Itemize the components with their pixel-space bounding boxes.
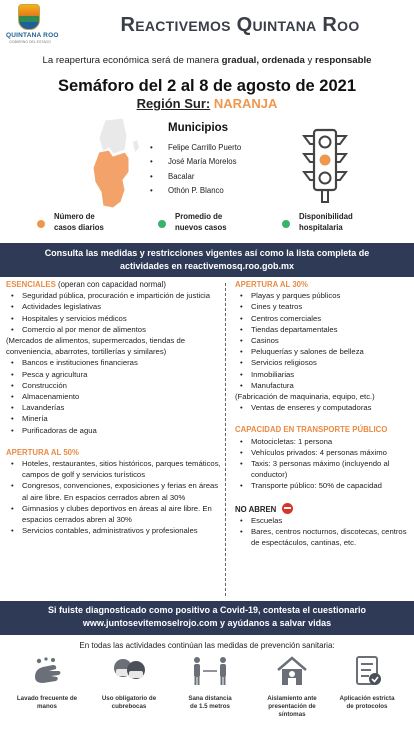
hand-washing-icon (29, 655, 65, 687)
banner-link[interactable]: actividades en reactivemosq.roo.gob.mx (119, 261, 295, 271)
list-item: • Pesca y agricultura (6, 369, 221, 380)
logo-text: QUINTANA ROO (6, 32, 59, 39)
measure-social-distance: Sana distancia de 1.5 metros (170, 655, 250, 711)
region-line (0, 96, 414, 111)
list-item: • Servicios religiosos (235, 357, 413, 368)
banner-line: Si fuiste diagnosticado como positivo a Covid-19, contesta el cuestionario (47, 605, 367, 615)
list-item: • Felipe Carrillo Puerto (150, 143, 242, 152)
region-color: NARANJA (213, 96, 278, 111)
list-item: • Construcción (6, 380, 221, 391)
list-item: • Comercio al por menor de alimentos (6, 324, 221, 335)
measure-hand-washing: Lavado frecuente de manos (7, 655, 87, 711)
status-dot (37, 220, 45, 228)
measures-title: En todas las actividades continúan las medidas de prevención sanitaria: (79, 641, 335, 650)
list-item: • Transporte público: 50% de capacidad (235, 480, 413, 491)
list-item: • Servicios contables, administrativos y profesionales (6, 525, 221, 536)
list-item: • Bancos e instituciones financieras (6, 357, 221, 368)
page-title: Reactivemos Quintana Roo (120, 14, 360, 36)
traffic-light-icon (300, 128, 350, 204)
measure-isolation: Aislamiento ante presentación de síntomas (252, 655, 332, 718)
list-note: (Fabricación de maquinaria, equipo, etc.) (235, 392, 375, 402)
face-mask-icon (111, 655, 147, 687)
list-item: • Lavanderías (6, 402, 221, 413)
municipios-title: Municipios (168, 122, 229, 134)
list-item: • Bares, centros nocturnos, discotecas, centros de espectáculos, cantinas, etc. (235, 526, 413, 548)
map-south-region (93, 150, 129, 208)
section-title-esenciales: ESENCIALES (operan con capacidad normal) (6, 280, 166, 289)
list-item: • Centros comerciales (235, 313, 413, 324)
list-item: • Manufactura (235, 380, 413, 391)
list-item: • Casinos (235, 335, 413, 346)
checklist-icon (349, 655, 385, 687)
section-title-apertura-30: APERTURA AL 30% (235, 280, 308, 289)
indicator-hospital-availability: Disponibilidad hospitalaria (282, 212, 353, 233)
indicators (0, 212, 414, 238)
state-emblem-icon (18, 4, 40, 30)
status-dot (158, 220, 166, 228)
section-title-apertura-50: APERTURA AL 50% (6, 447, 79, 457)
list-item: • Taxis: 3 personas máximo (incluyendo al conductor) (235, 458, 413, 480)
list-item: • Hoteles, restaurantes, sitios históricos, parques temáticos, campos de golf y servicios turísticos (6, 458, 221, 480)
list-item: • Cines y teatros (235, 301, 413, 312)
indicator-daily-cases: Número de casos diarios (37, 212, 104, 233)
list-note: (Mercados de alimentos, supermercados, tiendas de conveniencia, abarrotes, tortillerías y similares) (6, 336, 186, 357)
logo-subtext: GOBIERNO DEL ESTADO (9, 40, 51, 44)
list-item: • Playas y parques públicos (235, 290, 413, 301)
region-label: Región Sur: (136, 96, 211, 111)
list-item: • Bacalar (150, 171, 195, 181)
list-item: • Escuelas (235, 515, 413, 526)
home-isolation-icon (274, 655, 310, 687)
stop-icon (282, 503, 293, 514)
covid-banner (0, 601, 414, 635)
list-item: • Seguridad pública, procuración e impartición de justicia (6, 290, 221, 301)
list-item: • Othón P. Blanco (150, 185, 224, 195)
list-item: • José María Morelos (150, 157, 237, 167)
status-dot (282, 220, 290, 228)
measure-face-mask: Uso obligatorio de cubrebocas (89, 655, 169, 711)
measure-protocols: Aplicación estricta de protocolos (327, 655, 407, 711)
week-title: Semáforo del 2 al 8 de agosto de 2021 (57, 77, 357, 95)
list-item: • Hospitales y servicios médicos (6, 313, 221, 324)
municipios-list (150, 141, 241, 198)
list-item: • Congresos, convenciones, exposiciones y ferias en áreas al aire libre. En espacios cerrados abren al 30% (6, 480, 221, 502)
list-item: • Actividades legislativas (6, 301, 221, 312)
map-north-region (99, 118, 127, 154)
quintana-roo-logo (6, 4, 59, 48)
right-column (235, 279, 413, 548)
list-item: • Purificadoras de agua (6, 425, 221, 436)
header (0, 0, 414, 50)
list-item: • Almacenamiento (6, 391, 221, 402)
left-column (6, 279, 221, 536)
list-item: • Ventas de enseres y computadoras (235, 402, 413, 413)
list-item: • Peluquerías y salones de belleza (235, 346, 413, 357)
column-divider (225, 283, 226, 596)
list-item: • Tiendas departamentales (235, 324, 413, 335)
list-item: • Gimnasios y clubes deportivos en áreas al aire libre. En espacios cerrados abren al 30% (6, 503, 221, 525)
list-item: • Minería (6, 413, 221, 424)
intro-text: La reapertura económica será de manera gradual, ordenada y responsable (42, 55, 372, 66)
social-distance-icon (192, 655, 228, 687)
indicator-new-cases: Promedio de nuevos casos (158, 212, 227, 233)
list-item: • Inmobiliarias (235, 369, 413, 380)
list-item: • Motocicletas: 1 persona (235, 436, 413, 447)
section-title-transporte: CAPACIDAD EN TRANSPORTE PÚBLICO (235, 425, 388, 435)
banner-line: Consulta las medidas y restricciones vigentes así como la lista completa de (44, 248, 370, 258)
section-title-no-abren: NO ABREN (235, 503, 413, 515)
consult-banner (0, 243, 414, 277)
list-item: • Vehículos privados: 4 personas máximo (235, 447, 413, 458)
map-island (133, 140, 139, 152)
banner-link[interactable]: www.juntosevitemoselrojo.com y ayúdanos a salvar vidas (82, 618, 332, 628)
